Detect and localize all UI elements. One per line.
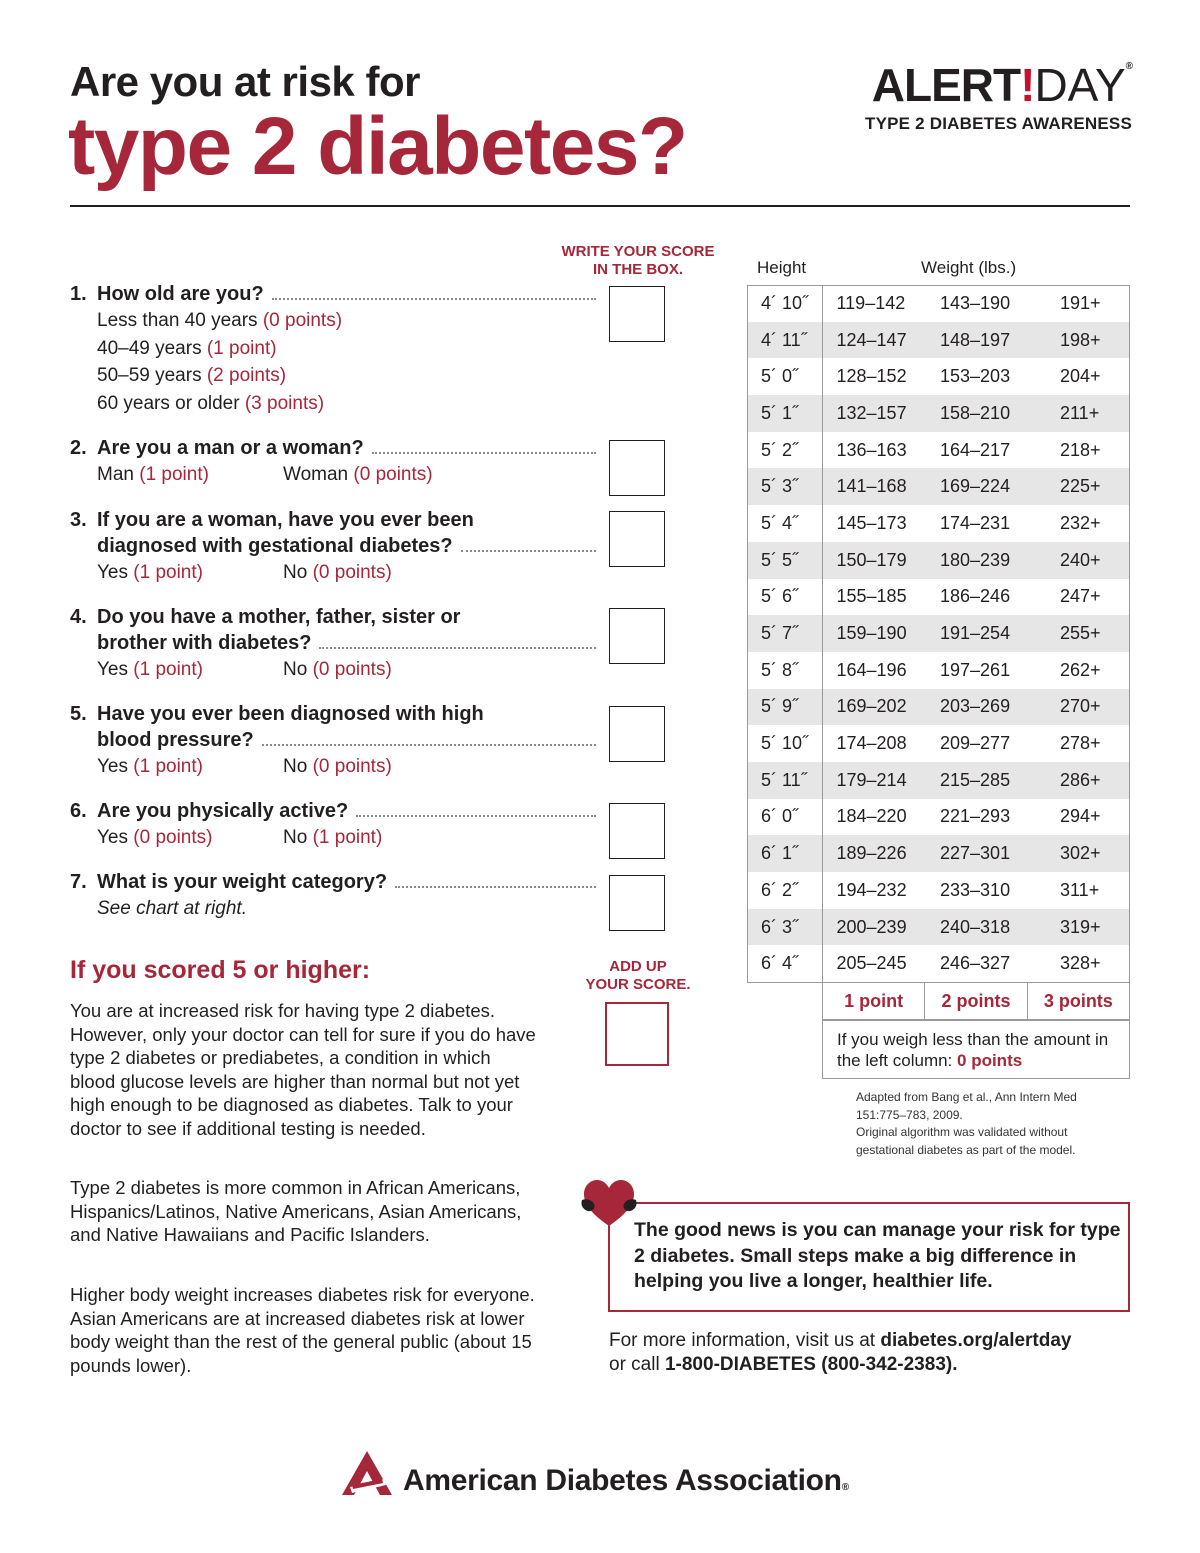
question-5 [70, 701, 600, 781]
question-4 [70, 604, 600, 684]
result-heading: If you scored 5 or higher: [70, 956, 371, 984]
weight-2pt-cell: 143–190 [940, 292, 1011, 313]
height-cell: 5´ 4˝ [747, 505, 822, 542]
weight-1pt-cell: 128–152 [836, 366, 907, 387]
option: 60 years or older (3 points) [97, 392, 325, 414]
weight-1pt-cell: 164–196 [836, 659, 907, 680]
question-text: Are you physically active? [97, 800, 349, 822]
weight-3pt-cell: 319+ [1028, 909, 1130, 946]
weight-1pt-cell: 169–202 [822, 689, 924, 726]
leader-dots [356, 815, 596, 817]
add-score-line1: ADD UP [609, 958, 667, 975]
points-label-1: 1 point [823, 983, 925, 1019]
height-cell: 5´ 11˝ [747, 762, 822, 799]
weight-2pt-cell: 197–261 [940, 659, 1011, 680]
option: Yes (1 point) [97, 562, 203, 583]
weight-3pt-cell: 225+ [1028, 468, 1130, 505]
weight-2pt-cell: 169–224 [924, 468, 1028, 505]
weight-3pt-cell: 286+ [1028, 762, 1130, 799]
alert-day-wordmark [865, 59, 1132, 111]
height-cell: 5´ 7˝ [747, 615, 822, 652]
title-line-2: type 2 diabetes? [68, 101, 687, 192]
height-cell: 6´ 3˝ [747, 909, 822, 946]
option: No (0 points) [283, 562, 392, 583]
height-cell: 6´ 2˝ [747, 872, 822, 909]
option: Man (1 point) [97, 464, 209, 485]
weight-3pt-cell: 328+ [1060, 953, 1101, 974]
option: No (0 points) [283, 756, 392, 777]
logo-day: DAY [1034, 59, 1126, 111]
weight-3pt-cell: 255+ [1028, 615, 1130, 652]
option: No (0 points) [283, 659, 392, 680]
add-score-line2: YOUR SCORE. [585, 976, 691, 993]
weight-1pt-cell: 132–157 [822, 395, 924, 432]
citation: Adapted from Bang et al., Ann Intern Med 151:775–783, 2009. Original algorithm was validated without gestational diabetes as part of the model. [856, 1090, 1077, 1157]
height-cell: 5´ 10˝ [747, 725, 822, 762]
question-number: 1. [70, 283, 87, 305]
points-label-2: 2 points [925, 983, 1027, 1019]
weight-3pt-cell: 278+ [1060, 733, 1101, 754]
weight-3pt-cell: 211+ [1028, 395, 1130, 432]
logo-subtitle: TYPE 2 DIABETES AWARENESS [865, 114, 1132, 133]
write-score-label [555, 243, 721, 279]
weight-1pt-cell: 159–190 [822, 615, 924, 652]
weight-3pt-cell: 302+ [1028, 835, 1130, 872]
height-cell: 5´ 9˝ [747, 689, 822, 726]
weight-3pt-cell: 270+ [1028, 689, 1130, 726]
weight-3pt-cell: 218+ [1060, 439, 1101, 460]
weight-2pt-cell: 246–327 [940, 953, 1011, 974]
weight-2pt-cell: 233–310 [940, 879, 1011, 900]
question-6 [70, 798, 600, 852]
phone-number[interactable]: 1-800-DIABETES (800-342-2383). [664, 1354, 958, 1375]
weight-2pt-cell: 158–210 [924, 395, 1028, 432]
table-row [747, 835, 1130, 872]
weight-2pt-cell: 174–231 [940, 512, 1011, 533]
heart-icon [578, 1176, 640, 1230]
website-link[interactable]: diabetes.org/alertday [880, 1330, 1072, 1351]
weight-2pt-cell: 209–277 [940, 733, 1011, 754]
weight-3pt-cell: 262+ [1060, 659, 1101, 680]
options-row [70, 559, 600, 587]
leader-dots [262, 744, 596, 746]
total-score-box[interactable] [605, 1002, 669, 1066]
ada-logo-icon [340, 1449, 394, 1497]
height-cell: 5´ 6˝ [747, 579, 822, 616]
weight-1pt-cell: 124–147 [822, 322, 924, 359]
table-row [747, 689, 1130, 726]
table-weight-header: Weight (lbs.) [921, 258, 1017, 277]
question-text: What is your weight category? [97, 871, 388, 893]
question-number: 5. [70, 703, 87, 725]
weight-3pt-cell: 204+ [1060, 366, 1101, 387]
weight-2pt-cell: 164–217 [940, 439, 1011, 460]
height-cell: 5´ 8˝ [747, 652, 822, 689]
weight-2pt-cell: 186–246 [940, 586, 1011, 607]
weight-2pt-cell: 191–254 [924, 615, 1028, 652]
question-note: See chart at right. [97, 898, 247, 919]
weight-1pt-cell: 141–168 [822, 468, 924, 505]
alert-day-logo [865, 59, 1132, 134]
score-box-q5[interactable] [609, 706, 665, 762]
table-row [747, 395, 1130, 432]
table-row [747, 945, 1130, 982]
table-row [747, 432, 1130, 469]
question-3 [70, 507, 600, 587]
weight-2pt-cell: 203–269 [924, 689, 1028, 726]
table-row [747, 872, 1130, 909]
height-cell: 6´ 1˝ [747, 835, 822, 872]
option: Woman (0 points) [283, 464, 433, 485]
score-box-q1[interactable] [609, 286, 665, 342]
question-text: Have you ever been diagnosed with high [97, 703, 484, 725]
result-paragraph-1: You are at increased risk for having type 2 diabetes. However, only your doctor can tell for sure if you do have type 2 diabetes or prediabetes, a condition in which blood glucose levels are higher than normal but not yet high enough to be diagnosed as diabetes. Talk to your doctor to see if additional testing is needed. [70, 1000, 536, 1139]
ada-name: American Diabetes Association® [403, 1464, 849, 1497]
question-text: brother with diabetes? [97, 632, 312, 654]
weight-2pt-cell: 153–203 [940, 366, 1011, 387]
weight-3pt-cell: 294+ [1060, 806, 1101, 827]
leader-dots [395, 886, 596, 888]
title-line-1: Are you at risk for [70, 58, 420, 105]
weight-table [747, 285, 1130, 982]
table-row [747, 615, 1130, 652]
options-row [70, 461, 600, 489]
weight-2pt-cell: 215–285 [924, 762, 1028, 799]
options-row [70, 656, 600, 684]
table-row [747, 505, 1130, 542]
option: No (1 point) [283, 827, 383, 848]
table-row [747, 468, 1130, 505]
table-note [822, 1020, 1130, 1079]
question-text: diagnosed with gestational diabetes? [97, 535, 453, 557]
weight-1pt-cell: 150–179 [822, 542, 924, 579]
weight-1pt-cell: 155–185 [836, 586, 907, 607]
leader-dots [461, 550, 596, 552]
table-note-points: 0 points [957, 1051, 1023, 1070]
height-cell: 5´ 0˝ [747, 358, 822, 395]
result-paragraph-2: Type 2 diabetes is more common in African Americans, Hispanics/Latinos, Native Americans, Asian Americans, and Native Hawaiians and Pacific Islanders. [70, 1177, 522, 1245]
height-cell: 5´ 3˝ [747, 468, 822, 505]
table-note-text: If you weigh less than the amount in the left column: [837, 1030, 1109, 1070]
question-number: 3. [70, 509, 87, 531]
weight-1pt-cell: 174–208 [836, 733, 907, 754]
table-row [747, 322, 1130, 359]
height-cell: 5´ 2˝ [747, 432, 822, 469]
weight-2pt-cell: 227–301 [924, 835, 1028, 872]
weight-1pt-cell: 205–245 [836, 953, 907, 974]
table-row [747, 799, 1130, 836]
question-text: How old are you? [97, 283, 264, 305]
table-row [747, 285, 1130, 322]
write-score-line1: WRITE YOUR SCORE [561, 243, 715, 260]
write-score-line2: IN THE BOX. [592, 261, 683, 278]
question-7 [70, 869, 600, 923]
weight-2pt-cell: 221–293 [940, 806, 1011, 827]
points-label-3: 3 points [1043, 990, 1113, 1011]
option: Yes (1 point) [97, 756, 203, 777]
height-cell: 5´ 5˝ [747, 542, 822, 579]
logo-alert: ALERT [871, 59, 1021, 111]
question-number: 4. [70, 606, 87, 628]
weight-1pt-cell: 184–220 [836, 806, 907, 827]
options-row [70, 824, 600, 852]
question-text: If you are a woman, have you ever been [97, 509, 474, 531]
table-row [747, 725, 1130, 762]
score-box-q6[interactable] [609, 803, 665, 859]
leader-dots [272, 298, 596, 300]
weight-1pt-cell: 200–239 [822, 909, 924, 946]
weight-1pt-cell: 119–142 [836, 292, 906, 313]
weight-1pt-cell: 189–226 [822, 835, 924, 872]
leader-dots [372, 452, 596, 454]
weight-1pt-cell: 136–163 [836, 439, 907, 460]
table-row [747, 909, 1130, 946]
header-divider [70, 205, 1130, 207]
height-cell: 6´ 0˝ [747, 799, 822, 836]
logo-trademark: ® [1125, 61, 1132, 72]
question-text: Are you a man or a woman? [97, 437, 364, 459]
table-row [747, 762, 1130, 799]
table-height-header: Height [757, 258, 807, 277]
logo-exclamation: ! [1020, 59, 1035, 111]
good-news-text: The good news is you can manage your risk for type 2 diabetes. Small steps make a big difference in helping you live a longer, healthier life. [634, 1219, 1121, 1292]
weight-1pt-cell: 179–214 [822, 762, 924, 799]
weight-3pt-cell: 198+ [1028, 322, 1130, 359]
weight-3pt-cell: 191+ [1060, 292, 1101, 313]
table-row [747, 652, 1130, 689]
options-row [70, 753, 600, 781]
weight-1pt-cell: 145–173 [836, 512, 907, 533]
result-paragraph-3: Higher body weight increases diabetes risk for everyone. Asian Americans are at increased diabetes risk at lower body weight than the rest of the general public (about 15 pounds lower). [70, 1284, 535, 1376]
leader-dots [319, 647, 596, 649]
more-info: For more information, visit us at diabetes.org/alertday or call 1-800-DIABETES (800-342-2383). [609, 1330, 1072, 1375]
question-text: blood pressure? [97, 729, 254, 751]
height-cell: 4´ 11˝ [747, 322, 822, 359]
height-cell: 4´ 10˝ [747, 285, 822, 322]
add-score-label [560, 958, 716, 994]
score-box-q2[interactable] [609, 440, 665, 496]
height-cell: 6´ 4˝ [747, 945, 822, 982]
option: Yes (1 point) [97, 659, 203, 680]
weight-2pt-cell: 180–239 [924, 542, 1028, 579]
table-row [747, 579, 1130, 616]
points-row [822, 983, 1130, 1020]
option: 40–49 years (1 point) [97, 337, 277, 359]
question-number: 7. [70, 871, 87, 893]
question-number: 6. [70, 800, 87, 822]
weight-3pt-cell: 247+ [1060, 586, 1101, 607]
weight-2pt-cell: 240–318 [924, 909, 1028, 946]
question-text: Do you have a mother, father, sister or [97, 606, 461, 628]
score-box-q7[interactable] [609, 875, 665, 931]
height-cell: 5´ 1˝ [747, 395, 822, 432]
score-box-q3[interactable] [609, 511, 665, 567]
score-box-q4[interactable] [609, 608, 665, 664]
weight-3pt-cell: 232+ [1060, 512, 1101, 533]
table-row [747, 358, 1130, 395]
weight-2pt-cell: 148–197 [924, 322, 1028, 359]
option: Less than 40 years (0 points) [97, 310, 343, 331]
question-number: 2. [70, 437, 87, 459]
option: Yes (0 points) [97, 827, 213, 848]
weight-3pt-cell: 311+ [1060, 879, 1100, 900]
table-row [747, 542, 1130, 579]
weight-3pt-cell: 240+ [1028, 542, 1130, 579]
weight-1pt-cell: 194–232 [836, 879, 907, 900]
option: 50–59 years (2 points) [97, 365, 287, 386]
question-1 [70, 281, 600, 417]
question-2 [70, 435, 600, 489]
